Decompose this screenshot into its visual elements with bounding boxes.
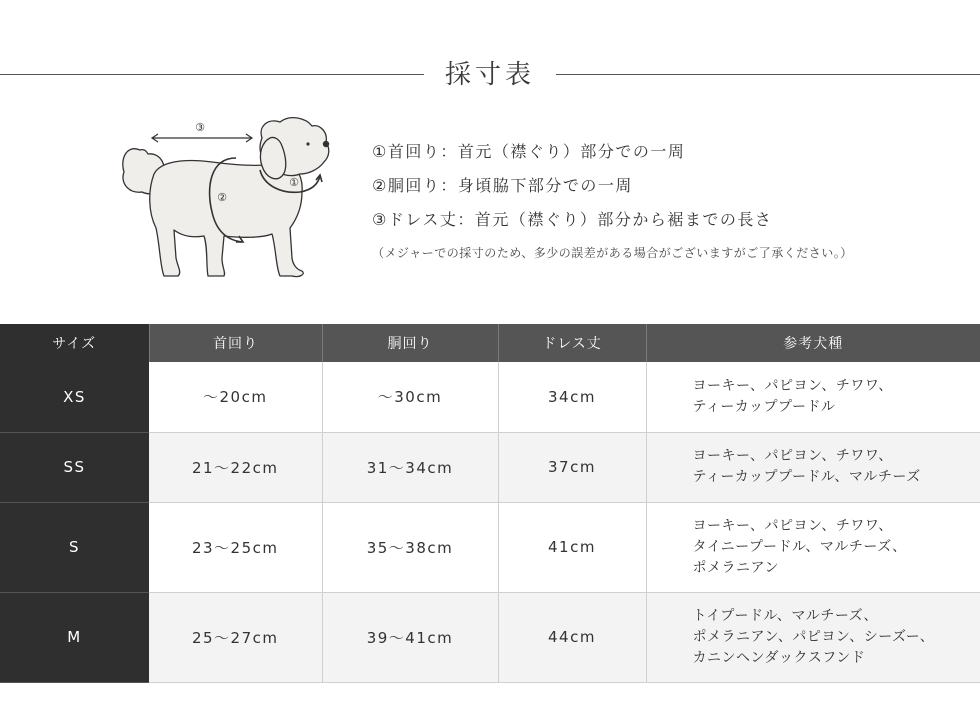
table-row [0, 362, 980, 432]
measurement-note: （メジャーでの採寸のため、多少の誤差がある場合がございますがご了承ください。） [372, 246, 853, 260]
header-breeds: 参考犬種 [646, 324, 980, 362]
diagram-label-1: ① [289, 176, 299, 189]
breed-line: タイニープードル、マルチーズ、 [692, 538, 907, 555]
breed-line: ヨーキー、パピヨン、チワワ、 [692, 377, 893, 394]
breed-line: ポメラニアン、パピヨン、シーズー、 [692, 628, 935, 645]
breed-line: ヨーキー、パピヨン、チワワ、 [692, 517, 893, 534]
breed-line: カニンヘンダックスフンド [692, 649, 866, 666]
length-cell: 34cm [498, 362, 646, 432]
breeds-cell [646, 432, 980, 502]
breeds-cell [646, 502, 980, 592]
size-cell: S [0, 502, 149, 592]
dog-measurement-diagram [112, 108, 352, 288]
diagram-label-3: ③ [195, 121, 205, 134]
header-size: サイズ [0, 324, 149, 362]
title-divider-right [556, 74, 980, 75]
neck-cell: 23～25cm [149, 502, 322, 592]
chest-cell: 35～38cm [322, 502, 498, 592]
table-row [0, 432, 980, 502]
size-cell: M [0, 592, 149, 682]
table-header-row [0, 324, 980, 362]
measurement-legend [372, 140, 932, 261]
legend-chest: ②胴回り：身頃脇下部分での一周 [372, 176, 633, 195]
title-row [0, 50, 980, 100]
diagram-label-2: ② [217, 191, 227, 204]
neck-cell: 25～27cm [149, 592, 322, 682]
chest-cell: 31～34cm [322, 432, 498, 502]
size-cell: XS [0, 362, 149, 432]
header-chest: 胴回り [322, 324, 498, 362]
header-neck: 首回り [149, 324, 322, 362]
dog-nose [323, 141, 329, 147]
breed-line: ヨーキー、パピヨン、チワワ、 [692, 448, 893, 464]
length-cell: 44cm [498, 592, 646, 682]
size-table [0, 324, 980, 683]
chest-cell: ～30cm [322, 362, 498, 432]
size-cell: SS [0, 432, 149, 502]
breed-line: ティーカッププードル [692, 398, 836, 415]
chest-cell: 39～41cm [322, 592, 498, 682]
neck-cell: ～20cm [149, 362, 322, 432]
breed-line: トイプードル、マルチーズ、 [692, 607, 879, 624]
breeds-cell [646, 592, 980, 682]
dog-eye [306, 142, 309, 145]
table-row [0, 592, 980, 682]
legend-neck: ①首回り：首元（襟ぐり）部分での一周 [372, 142, 686, 161]
page-title: 採寸表 [444, 60, 535, 90]
breed-line: ティーカッププードル、マルチーズ [692, 469, 921, 485]
breed-line: ポメラニアン [692, 559, 779, 576]
breeds-cell [646, 362, 980, 432]
header-length: ドレス丈 [498, 324, 646, 362]
title-divider-left [0, 74, 424, 75]
length-cell: 41cm [498, 502, 646, 592]
legend-length: ③ドレス丈：首元（襟ぐり）部分から裾までの長さ [372, 210, 773, 229]
length-cell: 37cm [498, 432, 646, 502]
table-row [0, 502, 980, 592]
neck-cell: 21～22cm [149, 432, 322, 502]
length-arrow [152, 134, 252, 142]
